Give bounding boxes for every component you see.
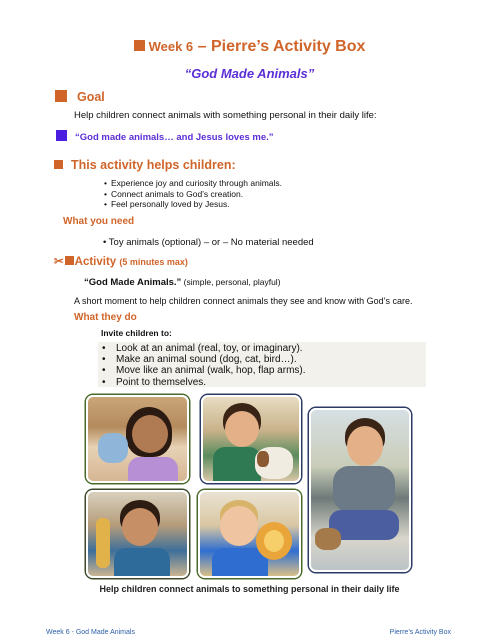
page-subtitle: “God Made Animals” (184, 66, 315, 81)
photo-boy-with-lion-toy (198, 490, 301, 578)
helps-heading (54, 158, 236, 172)
what-they-do-heading: What they do (74, 312, 137, 323)
list-item: • Experience joy and curiosity through animals. (104, 178, 282, 189)
activity-heading-text: Activity (74, 256, 117, 268)
activity-heading (54, 254, 188, 268)
helps-list (104, 178, 282, 210)
activity-name-desc: (simple, personal, playful) (181, 277, 281, 287)
photo-boy-crawling (309, 408, 411, 572)
list-item: • Look at an animal (real, toy, or imaginary). (98, 343, 426, 354)
elephant-toy (98, 433, 128, 463)
orange-square-icon (65, 256, 74, 265)
activity-name (84, 277, 281, 288)
footer-right: Pierre’s Activity Box (389, 629, 451, 636)
invite-label: Invite children to: (101, 328, 172, 338)
photo-girl-with-elephant-toy (86, 395, 189, 483)
orange-square-icon (54, 160, 63, 169)
goal-text: Help children connect animals with something personal in their daily life: (74, 110, 377, 121)
lion-toy (315, 528, 341, 550)
photo-boy-with-dog-toy (201, 395, 301, 483)
footer-left: Week 6 - God Made Animals (46, 629, 135, 636)
goal-heading-text: Goal (77, 90, 105, 104)
giraffe-toy (96, 518, 110, 568)
list-item: • Feel personally loved by Jesus. (104, 199, 282, 210)
list-item: • Connect animals to God’s creation. (104, 189, 282, 200)
photo-boy-with-giraffe-toy (86, 490, 189, 578)
activity-name-text: “God Made Animals.” (84, 277, 182, 288)
scissors-icon: ✂ (54, 256, 64, 268)
list-item: • Point to themselves. (98, 377, 426, 388)
list-item: • Move like an animal (walk, hop, flap arms). (98, 365, 426, 376)
orange-square-icon (55, 90, 67, 102)
list-item: • Make an animal sound (dog, cat, bird…). (98, 354, 426, 365)
activity-duration: (5 minutes max) (119, 257, 188, 267)
goal-quote (56, 130, 274, 143)
need-text: • Toy animals (optional) – or – No material needed (103, 237, 314, 248)
need-heading: What you need (63, 216, 135, 227)
helps-heading-text: This activity helps children: (71, 158, 236, 172)
orange-square-icon (134, 40, 145, 51)
what-they-do-list (98, 342, 426, 387)
page-title (0, 38, 499, 56)
goal-quote-text: “God made animals… and Jesus loves me.” (75, 132, 274, 143)
goal-heading (55, 90, 105, 104)
purple-square-icon (56, 130, 67, 141)
photos-caption: Help children connect animals to something personal in their daily life (99, 584, 400, 594)
week-label: Week 6 (148, 39, 194, 54)
title-text: – Pierre’s Activity Box (197, 38, 366, 55)
activity-description: A short moment to help children connect animals they see and know with God’s care. (74, 296, 413, 306)
